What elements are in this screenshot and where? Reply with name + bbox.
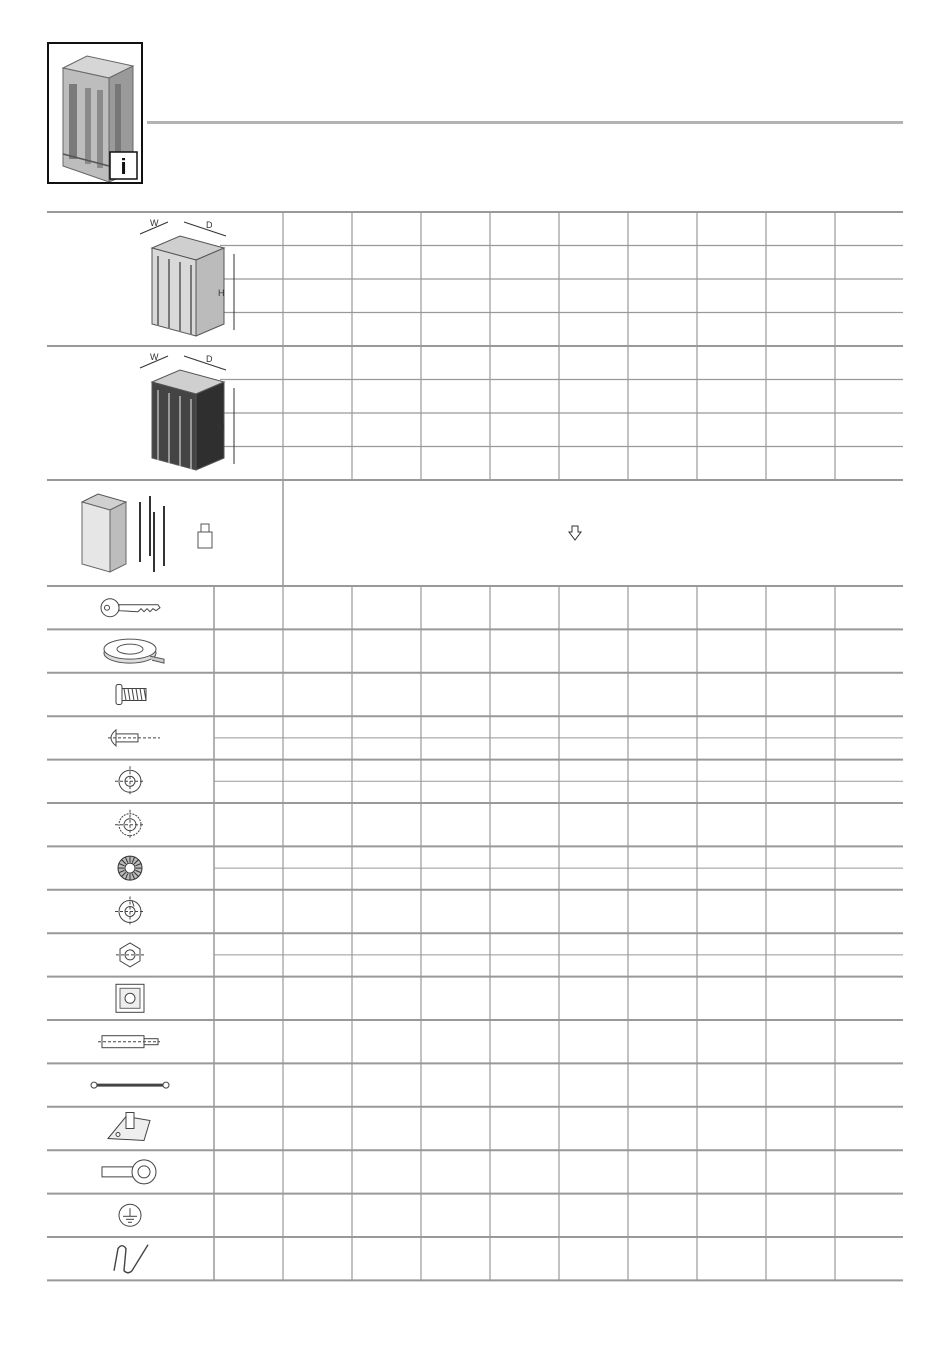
- key-icon: [101, 599, 160, 617]
- toothed-washer-icon: [115, 810, 145, 840]
- spring-clip-icon: [114, 1245, 148, 1273]
- enclosed-rack-icon: [140, 352, 234, 470]
- earth-strap-icon: [91, 1082, 169, 1088]
- threaded-screw-icon: [116, 685, 146, 705]
- rack-components-icon: [82, 494, 212, 572]
- ring-terminal-icon: [102, 1160, 156, 1184]
- svg-text:D: D: [206, 220, 213, 230]
- plain-washer-icon: [115, 766, 145, 796]
- svg-text:H: H: [218, 288, 225, 298]
- svg-text:W: W: [150, 218, 159, 228]
- cage-nut-icon: [116, 984, 144, 1012]
- svg-text:i: i: [120, 154, 127, 179]
- weld-stud-plate-icon: [108, 1113, 150, 1141]
- svg-text:H: H: [218, 422, 225, 432]
- serrated-lock-washer-icon: [118, 856, 142, 880]
- earth-symbol-icon: [119, 1204, 141, 1226]
- hex-nut-icon: [116, 943, 144, 967]
- bolt-icon: [108, 730, 160, 746]
- svg-text:D: D: [206, 354, 213, 364]
- svg-text:W: W: [150, 352, 159, 362]
- open-frame-rack-icon: [140, 218, 234, 336]
- standoff-icon: [98, 1036, 160, 1048]
- spring-washer-icon: [115, 897, 145, 927]
- down-arrow-icon: [569, 526, 581, 540]
- foam-tape-roll-icon: [104, 639, 164, 663]
